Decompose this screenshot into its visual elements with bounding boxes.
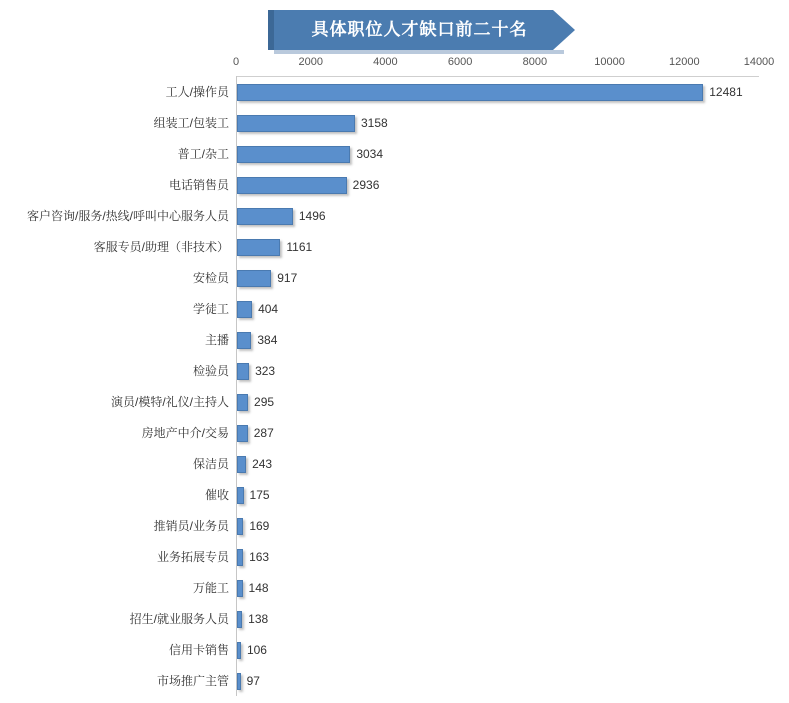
- category-label: 催收: [204, 488, 229, 502]
- bar[interactable]: [237, 208, 293, 225]
- bar-row: [0, 201, 789, 232]
- bar-value-label: 163: [249, 550, 270, 564]
- bar-track: [237, 232, 789, 263]
- category-label: 业务拓展专员: [156, 550, 229, 564]
- bar-track: [237, 604, 789, 635]
- bar-row: [0, 263, 789, 294]
- bar-value-label: 169: [249, 519, 270, 533]
- bar-track: [237, 542, 789, 573]
- bar[interactable]: [237, 487, 244, 504]
- bar-row: [0, 449, 789, 480]
- bar[interactable]: [237, 611, 242, 628]
- bar[interactable]: [237, 518, 243, 535]
- bar[interactable]: [237, 84, 703, 101]
- bar-value-label: 2936: [352, 178, 380, 192]
- chart-title-banner: [268, 10, 588, 50]
- bar-value-label: 148: [248, 581, 269, 595]
- category-label: 演员/模特/礼仪/主持人: [110, 395, 229, 409]
- bar[interactable]: [237, 549, 243, 566]
- bar-track: [237, 139, 789, 170]
- bar[interactable]: [237, 332, 251, 349]
- bar-row: [0, 604, 789, 635]
- bar-value-label: 3158: [360, 116, 388, 130]
- bar-value-label: 404: [258, 302, 279, 316]
- bar-track: [237, 325, 789, 356]
- bar-value-label: 97: [246, 674, 260, 688]
- bar-row: [0, 480, 789, 511]
- bar-row: [0, 325, 789, 356]
- bar-row: [0, 139, 789, 170]
- bar-row: [0, 170, 789, 201]
- category-label: 检验员: [192, 364, 229, 378]
- bar[interactable]: [237, 580, 243, 597]
- bar-row: [0, 573, 789, 604]
- bar-row: [0, 108, 789, 139]
- bar-track: [237, 201, 789, 232]
- bar-value-label: 1496: [298, 209, 326, 223]
- bar-rows: [0, 77, 789, 697]
- bar-row: [0, 232, 789, 263]
- category-label: 房地产中介/交易: [141, 426, 229, 440]
- bar-value-label: 323: [255, 364, 276, 378]
- bar-value-label: 384: [257, 333, 278, 347]
- bar[interactable]: [237, 270, 271, 287]
- bar[interactable]: [237, 301, 252, 318]
- x-axis-tick-label: 14000: [743, 56, 775, 68]
- plot-area: [0, 56, 789, 696]
- x-axis-tick-label: 4000: [373, 56, 398, 68]
- bar-track: [237, 170, 789, 201]
- x-axis-tick-label: 10000: [594, 56, 625, 68]
- bar-track: [237, 635, 789, 666]
- bar[interactable]: [237, 146, 350, 163]
- category-label: 组装工/包装工: [153, 116, 229, 130]
- category-label: 普工/杂工: [177, 147, 229, 161]
- bar[interactable]: [237, 642, 241, 659]
- bar[interactable]: [237, 363, 249, 380]
- category-label: 市场推广主管: [156, 674, 229, 688]
- category-label: 保洁员: [192, 457, 229, 471]
- bar-row: [0, 294, 789, 325]
- bar[interactable]: [237, 115, 355, 132]
- bar-value-label: 12481: [709, 85, 743, 99]
- bar-row: [0, 511, 789, 542]
- bar-track: [237, 356, 789, 387]
- bar-row: [0, 77, 789, 108]
- bar[interactable]: [237, 394, 248, 411]
- bar-row: [0, 635, 789, 666]
- x-axis-ticks: [0, 56, 789, 78]
- bar-row: [0, 387, 789, 418]
- bar-row: [0, 542, 789, 573]
- bar-track: [237, 511, 789, 542]
- bar-track: [237, 263, 789, 294]
- bar-track: [237, 418, 789, 449]
- bar-value-label: 1161: [286, 240, 313, 254]
- bar-track: [237, 480, 789, 511]
- category-label: 学徒工: [192, 302, 229, 316]
- bar-value-label: 3034: [356, 147, 384, 161]
- bar-value-label: 175: [249, 488, 270, 502]
- bar-track: [237, 449, 789, 480]
- category-label: 安检员: [192, 271, 229, 285]
- bar-value-label: 138: [248, 612, 269, 626]
- x-axis-tick-label: 12000: [668, 56, 700, 68]
- bar-track: [237, 573, 789, 604]
- bar-row: [0, 418, 789, 449]
- category-label: 信用卡销售: [168, 643, 229, 657]
- category-label: 客户咨询/服务/热线/呼叫中心服务人员: [26, 209, 229, 223]
- x-axis-tick-label: 6000: [447, 56, 473, 68]
- x-axis-tick-label: 0: [232, 56, 240, 68]
- chart-title: 具体职位人才缺口前二十名: [311, 20, 528, 39]
- bar-value-label: 917: [277, 271, 298, 285]
- bar[interactable]: [237, 673, 241, 690]
- bar-row: [0, 666, 789, 697]
- bar-value-label: 106: [246, 643, 267, 657]
- bar[interactable]: [237, 239, 280, 256]
- bar-track: [237, 666, 789, 697]
- category-label: 主播: [204, 333, 229, 347]
- bar-value-label: 295: [254, 395, 275, 409]
- bar[interactable]: [237, 456, 246, 473]
- bar-track: [237, 77, 789, 108]
- category-label: 工人/操作员: [165, 85, 229, 99]
- x-axis-tick-label: 2000: [298, 56, 323, 68]
- category-label: 招生/就业服务人员: [129, 612, 229, 626]
- bar[interactable]: [237, 425, 248, 442]
- category-label: 万能工: [192, 581, 229, 595]
- bar[interactable]: [237, 177, 347, 194]
- bar-value-label: 243: [252, 457, 273, 471]
- bar-track: [237, 108, 789, 139]
- bar-value-label: 287: [253, 426, 274, 440]
- category-label: 推销员/业务员: [153, 519, 229, 533]
- banner-shadow: [274, 50, 564, 54]
- bar-track: [237, 294, 789, 325]
- x-axis-tick-label: 8000: [522, 56, 548, 68]
- bar-track: [237, 387, 789, 418]
- category-label: 电话销售员: [168, 178, 229, 192]
- bar-row: [0, 356, 789, 387]
- category-label: 客服专员/助理（非技术）: [93, 240, 229, 254]
